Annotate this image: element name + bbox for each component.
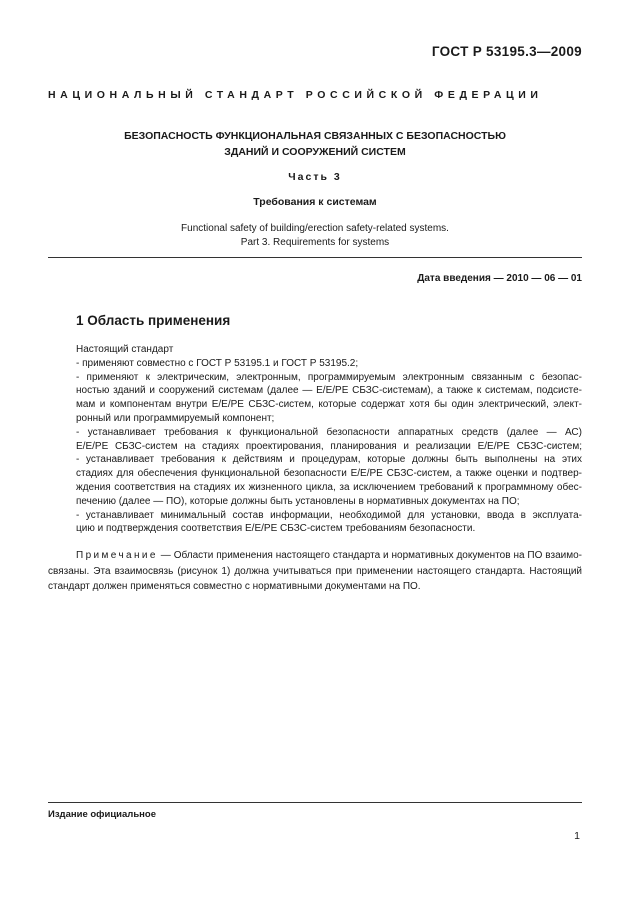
body-line: Е/Е/РЕ СБЗС-систем на стадиях проектирования, планирования и реализации Е/Е/РЕ СБЗС-систем; <box>76 440 582 452</box>
note-line-1 <box>48 548 582 564</box>
national-standard-banner: НАЦИОНАЛЬНЫЙ СТАНДАРТ РОССИЙСКОЙ ФЕДЕРАЦИИ <box>48 89 543 101</box>
introduction-date: Дата введения — 2010 — 06 — 01 <box>417 273 582 284</box>
body-line: стадиях для обеспечения функциональной безопасности Е/Е/РЕ СБЗС-систем, а также оценки и подтвер- <box>76 468 582 480</box>
title-line-1: БЕЗОПАСНОСТЬ ФУНКЦИОНАЛЬНАЯ СВЯЗАННЫХ С БЕЗОПАСНОСТЬЮ <box>124 130 506 142</box>
body-line: - применяют к электрическим, электронным, программируемым электронным связанным с безопас- <box>76 371 582 383</box>
english-title-line-2: Part 3. Requirements for systems <box>240 236 390 248</box>
note-line-2: связаны. Эта взаимосвязь (рисунок 1) должна учитываться при применении настоящего стандарта. Настоящий <box>48 565 582 577</box>
body-line: ностью зданий и сооружений системам (далее — Е/Е/РЕ СБЗС-системам), а также к системам, подсисте- <box>76 385 582 397</box>
note-line-3: стандарт должен применяться совместно с нормативными документами на ПО. <box>48 581 421 592</box>
body-line: - применяют совместно с ГОСТ Р 53195.1 и ГОСТ Р 53195.2; <box>76 357 359 369</box>
header-divider <box>48 257 582 258</box>
subtitle: Требования к системам <box>253 196 377 208</box>
title-line-2: ЗДАНИЙ И СООРУЖЕНИЙ СИСТЕМ <box>224 146 406 158</box>
section-body <box>76 343 582 536</box>
part-label: Часть 3 <box>288 171 342 183</box>
section-heading: 1 Область применения <box>76 313 231 328</box>
document-number: ГОСТ Р 53195.3—2009 <box>431 44 582 59</box>
body-line: мам и компонентам внутри Е/Е/РЕ СБЗС-систем, которые содержат хотя бы один электрический, элект- <box>76 399 582 411</box>
body-line: ждения соответствия на стадиях их жизненного цикла, за исключением требований к программному обес- <box>76 481 582 493</box>
note-line-1-text: — Области применения настоящего стандарта и нормативных документов на ПО взаимо- <box>157 550 582 561</box>
footer-divider <box>48 802 582 803</box>
page-number: 1 <box>574 830 580 842</box>
official-edition-label: Издание официальное <box>48 809 156 820</box>
note-block <box>48 548 582 595</box>
body-line: - устанавливает требования к действиям и процедурам, которые должны быть выполнены на этих <box>76 454 582 466</box>
english-title <box>0 222 630 249</box>
body-line: цию и подтверждения соответствия Е/Е/РЕ СБЗС-систем требованиям безопасности. <box>76 523 476 535</box>
document-title <box>60 128 570 160</box>
body-line: - устанавливает минимальный состав информации, необходимой для установки, ввода в эксплуата- <box>76 509 582 521</box>
body-line: печению (далее — ПО), которые должны быть установлены в нормативных документах на ПО; <box>76 495 520 507</box>
note-label: Примечание <box>76 550 158 561</box>
body-line: - устанавливает требования к функциональной безопасности аппаратных средств (далее — АС) <box>76 426 582 438</box>
english-title-line-1: Functional safety of building/erection safety-related systems. <box>181 223 449 234</box>
body-line: Настоящий стандарт <box>76 344 174 355</box>
body-line: ронный или программируемый компонент; <box>76 412 275 424</box>
